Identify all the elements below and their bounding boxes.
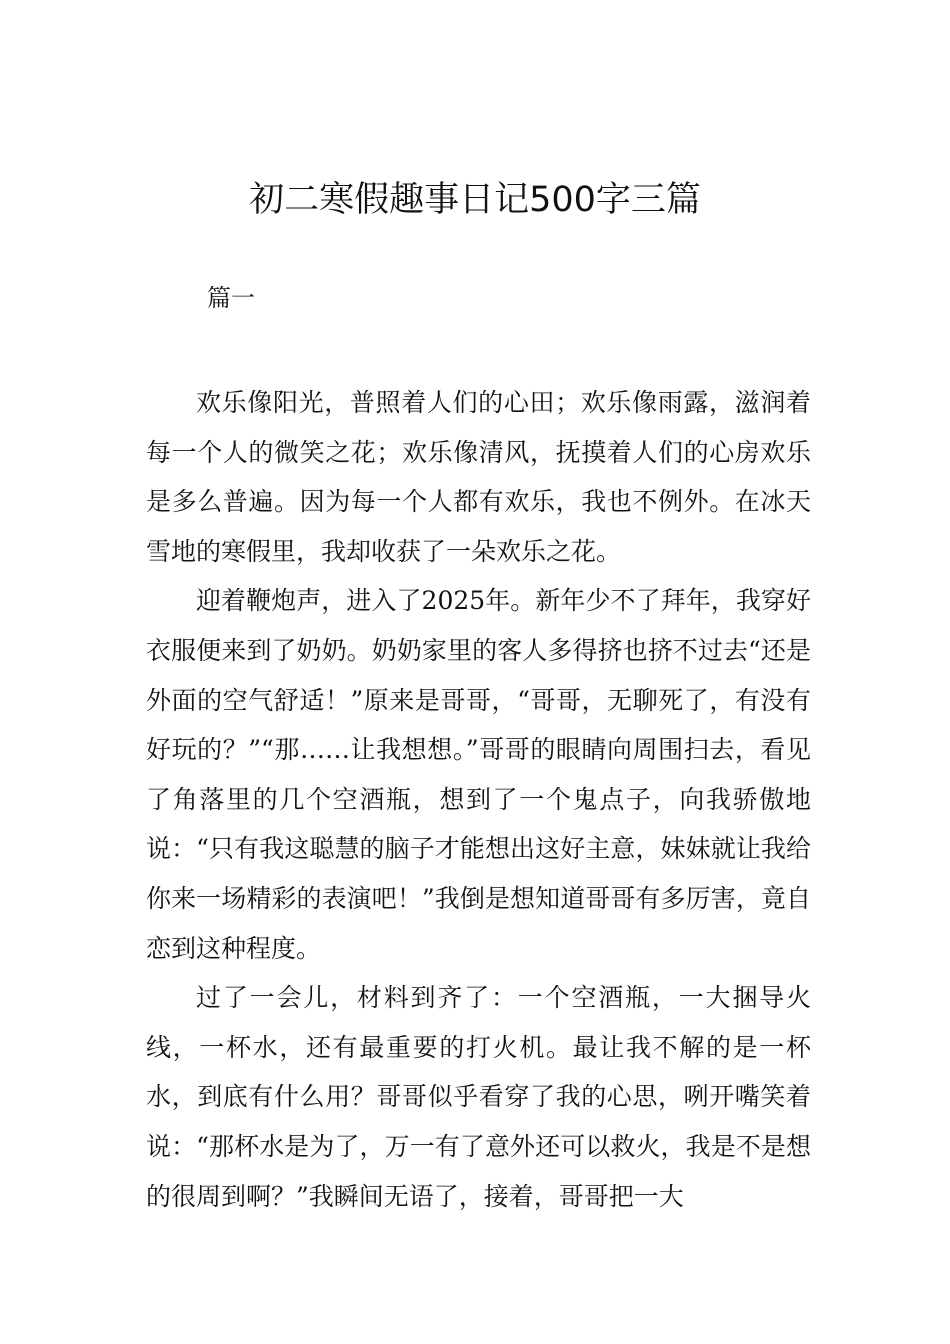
paragraph: 过了一会儿，材料到齐了：一个空酒瓶，一大捆导火线，一杯水，还有最重要的打火机。最让我不解的是一杯水，到底有什么用？哥哥似乎看穿了我的心思，咧开嘴笑着说：“那杯水是为了，万一有了意外还可以救火，我是不是想的很周到啊？”我瞬间无语了，接着，哥哥把一大 [146,983,811,1211]
paragraph: 欢乐像阳光，普照着人们的心田；欢乐像雨露，滋润着每一个人的微笑之花；欢乐像清风，抚摸着人们的心房欢乐是多么普遍。因为每一个人都有欢乐，我也不例外。在冰天雪地的寒假里，我却收获了一朵欢乐之花。 [146,388,811,566]
paragraph: 迎着鞭炮声，进入了2025年。新年少不了拜年，我穿好衣服便来到了奶奶。奶奶家里的客人多得挤也挤不过去“还是外面的空气舒适！”原来是哥哥，“哥哥，无聊死了，有没有好玩的？”“那……让我想想。”哥哥的眼睛向周围扫去，看见了角落里的几个空酒瓶，想到了一个鬼点子，向我骄傲地说：“只有我这聪慧的脑子才能想出这好主意，妹妹就让我给你来一场精彩的表演吧！”我倒是想知道哥哥有多厉害，竟自恋到这种程度。 [146,586,811,963]
body-text [146,378,811,1221]
section-label: 篇一 [207,284,255,312]
document-title: 初二寒假趣事日记500字三篇 [249,180,701,220]
